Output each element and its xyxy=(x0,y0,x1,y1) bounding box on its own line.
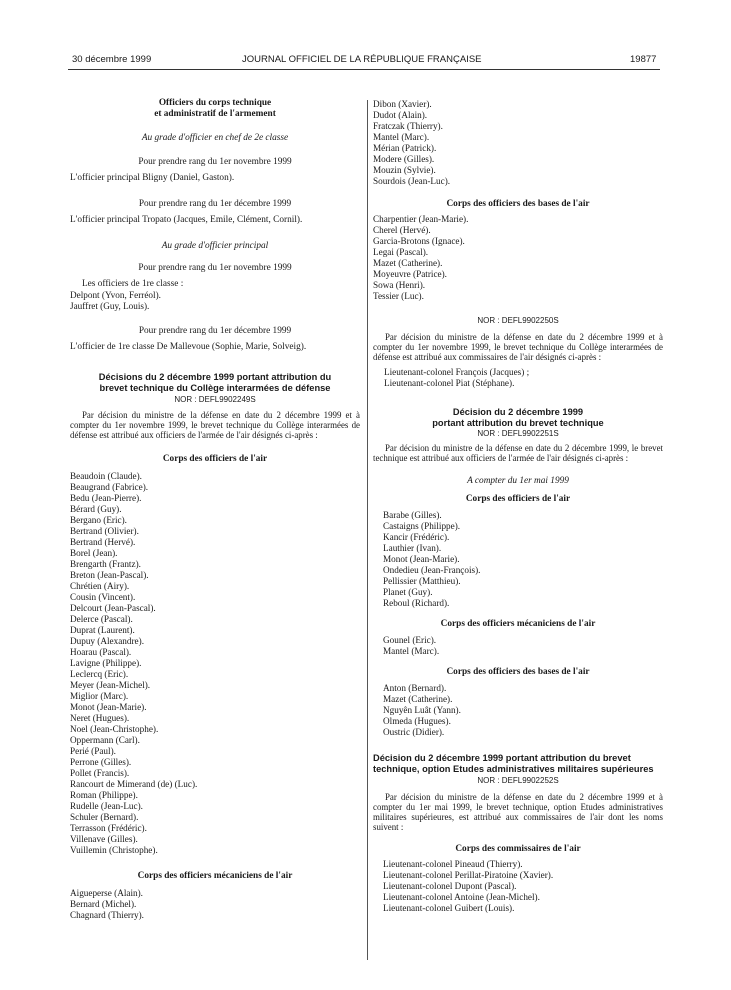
rang-line: Pour prendre rang du 1er décembre 1999 xyxy=(138,326,292,336)
list-item: Gounel (Eric). xyxy=(383,635,437,645)
decision-text: Par décision du ministre de la défense en date du 2 décembre 1999 et à compter du 1er novembre 1999, le brevet technique du Collège interarmées de défense est attribué aux officiers de l'armée de l'air désignés ci-après : xyxy=(70,410,360,440)
list-item: Borel (Jean). xyxy=(70,548,118,558)
decision-title: Décision du 2 décembre 1999 xyxy=(452,407,584,417)
list-item: Roman (Philippe). xyxy=(70,790,138,800)
list-item: Monot (Jean-Marie). xyxy=(383,554,460,564)
list-item: Mazet (Catherine). xyxy=(373,258,443,268)
list-item: Noel (Jean-Christophe). xyxy=(70,724,159,734)
list-item: Perrone (Gilles). xyxy=(70,757,132,767)
corps-heading: Corps des officiers des bases de l'air xyxy=(446,199,590,209)
list-item: Reboul (Richard). xyxy=(383,598,450,608)
list-item: Delpont (Yvon, Ferréol). xyxy=(70,290,161,300)
list-item: Barabe (Gilles). xyxy=(383,510,442,520)
list-item: Sourdois (Jean-Luc). xyxy=(373,176,451,186)
list-item: Legai (Pascal). xyxy=(373,247,429,257)
officer-group-label: Les officiers de 1re classe : xyxy=(82,279,184,289)
column-separator xyxy=(367,100,368,960)
list-item: Meyer (Jean-Michel). xyxy=(70,680,151,690)
corps-heading: Corps des officiers mécaniciens de l'air xyxy=(137,871,293,881)
corps-meca-list xyxy=(373,635,663,657)
list-item: Bernard (Michel). xyxy=(70,899,137,909)
header-date: 30 décembre 1999 xyxy=(72,54,152,65)
corps-bases-list xyxy=(373,683,663,738)
list-item: Pollet (Francis). xyxy=(70,768,130,778)
list-item: Neret (Hugues). xyxy=(70,713,130,723)
list-item: Lieutenant-colonel Antoine (Jean-Michel). xyxy=(383,892,540,902)
list-item: Delerce (Pascal). xyxy=(70,614,133,624)
header-page-number: 19877 xyxy=(630,54,657,65)
decision-title: Décision du 2 décembre 1999 portant attribution du brevet technique, option Etudes administratives militaires supérieures xyxy=(373,753,654,774)
list-item: Bergano (Eric). xyxy=(70,515,127,525)
list-item: Anton (Bernard). xyxy=(383,683,447,693)
list-item: Beaugrand (Fabrice). xyxy=(70,482,149,492)
list-item: Cousin (Vincent). xyxy=(70,592,136,602)
list-item: Dudot (Alain). xyxy=(373,110,428,120)
list-item: Vuillemin (Christophe). xyxy=(70,845,158,855)
corps-heading: Corps des officiers mécaniciens de l'air xyxy=(440,619,596,629)
corps-air-list xyxy=(373,510,663,609)
officer-line: L'officier principal Bligny (Daniel, Gaston). xyxy=(70,173,235,183)
list-item: Terrasson (Frédéric). xyxy=(70,823,147,833)
grade-heading: Au grade d'officier en chef de 2e classe xyxy=(141,133,289,143)
list-item: Moyeuvre (Patrice). xyxy=(373,269,447,279)
grade-heading: Au grade d'officier principal xyxy=(161,241,269,251)
list-item: Duprat (Laurent). xyxy=(70,625,135,635)
list-item: Rancourt de Mimerand (de) (Luc). xyxy=(70,779,198,789)
decision-text: Par décision du ministre de la défense en date du 2 décembre 1999 et à compter du 1er novembre 1999, le brevet technique du Collège interarmées de défense est attribué aux commissaires de l'air désignés ci-après : xyxy=(373,332,663,362)
list-item: Pellissier (Matthieu). xyxy=(383,576,461,586)
list-item: Jauffret (Guy, Louis). xyxy=(70,301,150,311)
list-item: Olmeda (Hugues). xyxy=(383,716,451,726)
list-item: Miglior (Marc). xyxy=(70,691,129,701)
corps-heading: Corps des officiers des bases de l'air xyxy=(446,667,590,677)
list-item: Planet (Guy). xyxy=(383,587,433,597)
decision-text: Par décision du ministre de la défense en date du 2 décembre 1999, le brevet technique est attribué aux officiers de l'armée de l'air désignés ci-après : xyxy=(373,443,663,463)
list-item: Mérian (Patrick). xyxy=(373,143,437,153)
list-item: Lieutenant-colonel Pineaud (Thierry). xyxy=(383,859,523,869)
list-item: Breton (Jean-Pascal). xyxy=(70,570,149,580)
continued-name-list xyxy=(373,99,663,187)
corps-bases-list xyxy=(373,214,663,302)
list-item: Oppermann (Carl). xyxy=(70,735,140,745)
list-item: Chagnard (Thierry). xyxy=(70,910,144,920)
nor-reference: NOR : DEFL9902251S xyxy=(477,429,559,438)
list-item: Tessier (Luc). xyxy=(373,291,424,301)
officer-line: L'officier principal Tropato (Jacques, Emile, Clément, Cornil). xyxy=(70,215,303,225)
list-item: Modere (Gilles). xyxy=(373,154,435,164)
corps-heading: Corps des officiers de l'air xyxy=(465,494,571,504)
list-item: Bertrand (Olivier). xyxy=(70,526,139,536)
list-item: Mantel (Marc). xyxy=(373,132,430,142)
list-item: Aigueperse (Alain). xyxy=(70,888,143,898)
list-item: Fratczak (Thierry). xyxy=(373,121,443,131)
list-item: Perié (Paul). xyxy=(70,746,116,756)
list-item: Lauthier (Ivan). xyxy=(383,543,442,553)
corps-heading: Corps des officiers de l'air xyxy=(162,454,268,464)
list-item: Villenave (Gilles). xyxy=(70,834,138,844)
rang-line: Pour prendre rang du 1er novembre 1999 xyxy=(138,263,292,273)
list-item: Kancir (Frédéric). xyxy=(383,532,450,542)
list-item: Rudelle (Jean-Luc). xyxy=(70,801,143,811)
list-item: Beaudoin (Claude). xyxy=(70,471,142,481)
list-item: Ondedieu (Jean-François). xyxy=(383,565,481,575)
list-item: Nguyên Luât (Yann). xyxy=(383,705,461,715)
list-item: Oustric (Didier). xyxy=(383,727,445,737)
list-item: Castaigns (Philippe). xyxy=(383,521,461,531)
commissaire-list xyxy=(373,859,663,914)
officer-line: L'officier de 1re classe De Mallevoue (Sophie, Marie, Solveig). xyxy=(70,342,307,352)
list-item: Mazet (Catherine). xyxy=(383,694,453,704)
left-column xyxy=(70,98,360,921)
corps-meca-list xyxy=(70,888,360,921)
list-item: Leclercq (Eric). xyxy=(70,669,129,679)
list-item: Mouzin (Sylvie). xyxy=(373,165,436,175)
header-title: JOURNAL OFFICIEL DE LA RÉPUBLIQUE FRANÇAISE xyxy=(242,54,482,65)
list-item: Lieutenant-colonel Guibert (Louis). xyxy=(383,903,515,913)
section-title: Officiers du corps technique xyxy=(158,98,272,108)
list-item: Charpentier (Jean-Marie). xyxy=(373,214,469,224)
list-item: Cherel (Hervé). xyxy=(373,225,431,235)
list-item: Bérard (Guy). xyxy=(70,504,122,514)
list-item: Dupuy (Alexandre). xyxy=(70,636,144,646)
decision-text: Par décision du ministre de la défense en date du 2 décembre 1999 et à compter du 1er mai 1999, le brevet technique, option Etudes administratives militaires supérieures, est attribué aux commissaires de l'air dont les noms suivent : xyxy=(373,792,663,832)
list-item: Lavigne (Philippe). xyxy=(70,658,142,668)
officer-list xyxy=(70,290,360,312)
nor-reference: NOR : DEFL9902250S xyxy=(477,316,559,325)
list-item: Garcia-Brotons (Ignace). xyxy=(373,236,465,246)
list-item: Dibon (Xavier). xyxy=(373,99,432,109)
list-item: Lieutenant-colonel Perillat-Piratoine (Xavier). xyxy=(383,870,554,880)
decision-title: Décisions du 2 décembre 1999 portant attribution du brevet technique du Collège interarmées de défense xyxy=(98,372,332,393)
list-item: Monot (Jean-Marie). xyxy=(70,702,147,712)
list-item: Lieutenant-colonel Dupont (Pascal). xyxy=(383,881,517,891)
list-item: Hoarau (Pascal). xyxy=(70,647,132,657)
commissaire-list xyxy=(373,367,663,389)
nor-reference: NOR : DEFL9902252S xyxy=(477,776,559,785)
list-item: Bertrand (Hervé). xyxy=(70,537,136,547)
header-rule xyxy=(68,69,660,70)
list-item: Delcourt (Jean-Pascal). xyxy=(70,603,156,613)
list-item: Mantel (Marc). xyxy=(383,646,440,656)
list-item: Sowa (Henri). xyxy=(373,280,426,290)
nor-reference: NOR : DEFL9902249S xyxy=(174,395,256,404)
list-item: Brengarth (Frantz). xyxy=(70,559,141,569)
rang-line: Pour prendre rang du 1er décembre 1999 xyxy=(138,199,292,209)
rang-line: Pour prendre rang du 1er novembre 1999 xyxy=(138,157,292,167)
page-header xyxy=(0,54,731,68)
corps-air-list xyxy=(70,471,360,856)
list-item: Chrétien (Airy). xyxy=(70,581,130,591)
list-item: Lieutenant-colonel Piat (Stéphane). xyxy=(384,378,515,388)
corps-heading: Corps des commissaires de l'air xyxy=(455,844,581,854)
list-item: Schuler (Bernard). xyxy=(70,812,139,822)
right-column xyxy=(373,99,663,914)
list-item: Lieutenant-colonel François (Jacques) ; xyxy=(384,367,530,377)
section-title: et administratif de l'armement xyxy=(154,109,276,119)
decision-title: portant attribution du brevet technique xyxy=(432,417,604,428)
date-heading: A compter du 1er mai 1999 xyxy=(467,476,569,486)
list-item: Bedu (Jean-Pierre). xyxy=(70,493,142,503)
